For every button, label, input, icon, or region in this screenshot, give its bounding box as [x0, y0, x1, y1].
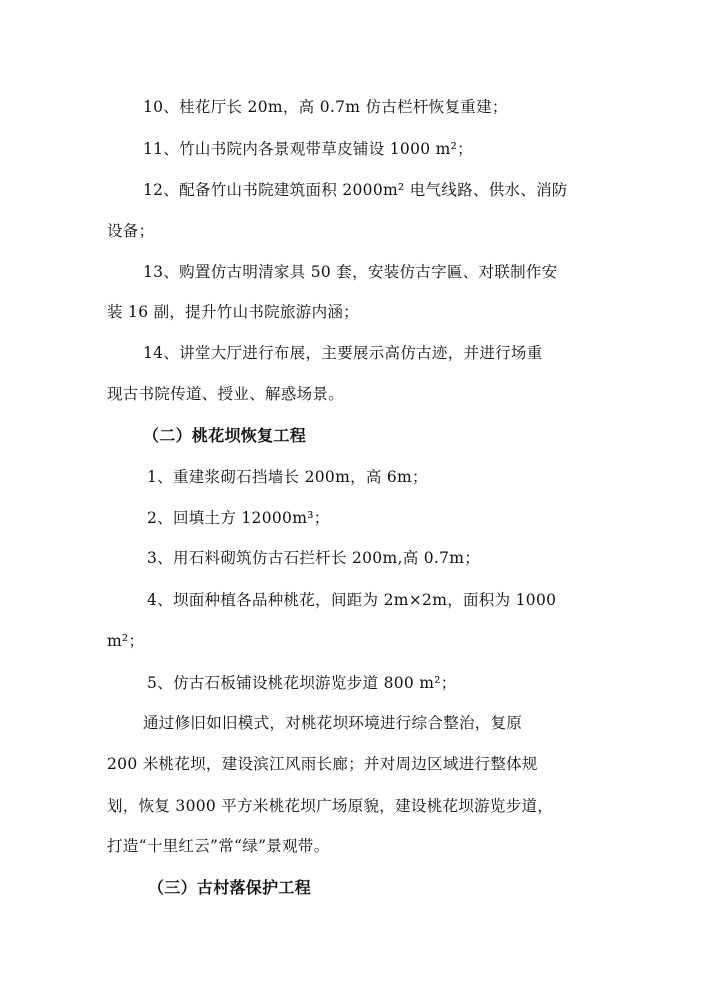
list-item: 2、回填土方 12000m³； — [147, 509, 330, 527]
paragraph-line: 装 16 副，提升竹山书院旅游内涵； — [107, 303, 359, 321]
paragraph-line: 200 米桃花坝，建设滨江风雨长廊；并对周边区域进行整体规 — [107, 755, 538, 773]
section-heading: （三）古村落保护工程 — [148, 878, 312, 897]
list-item: 5、仿古石板铺设桃花坝游览步道 800 m²； — [147, 674, 457, 692]
paragraph-line: 10、桂花厅长 20m，高 0.7m 仿古栏杆恢复重建； — [143, 98, 508, 116]
paragraph-line: 11、竹山书院内各景观带草皮铺设 1000 m²； — [143, 140, 473, 158]
list-item: 1、重建浆砌石挡墙长 200m，高 6m； — [147, 468, 428, 486]
list-item: 4、坝面种植各品种桃花，间距为 2m×2m，面积为 1000 — [147, 591, 557, 609]
paragraph-line: 设备； — [107, 222, 155, 240]
list-item: m²； — [107, 632, 145, 650]
paragraph-line: 划，恢复 3000 平方米桃花坝广场原貌，建设桃花坝游览步道， — [107, 797, 554, 815]
paragraph-line: 现古书院传道、授业、解惑场景。 — [107, 385, 345, 403]
section-heading: （二）桃花坝恢复工程 — [143, 426, 307, 445]
paragraph-line: 14、讲堂大厅进行布展，主要展示高仿古迹，并进行场重 — [143, 344, 543, 362]
paragraph-line: 13、购置仿古明清家具 50 套，安装仿古字匾、对联制作安 — [143, 263, 558, 281]
paragraph-line: 打造“十里红云”常“绿”景观带。 — [107, 837, 330, 855]
list-item: 3、用石料砌筑仿古石拦杆长 200m,高 0.7m； — [147, 549, 481, 567]
paragraph-line: 通过修旧如旧模式，对桃花坝环境进行综合整治，复原 — [143, 714, 523, 732]
paragraph-line: 12、配备竹山书院建筑面积 2000m² 电气线路、供水、消防 — [143, 181, 568, 199]
